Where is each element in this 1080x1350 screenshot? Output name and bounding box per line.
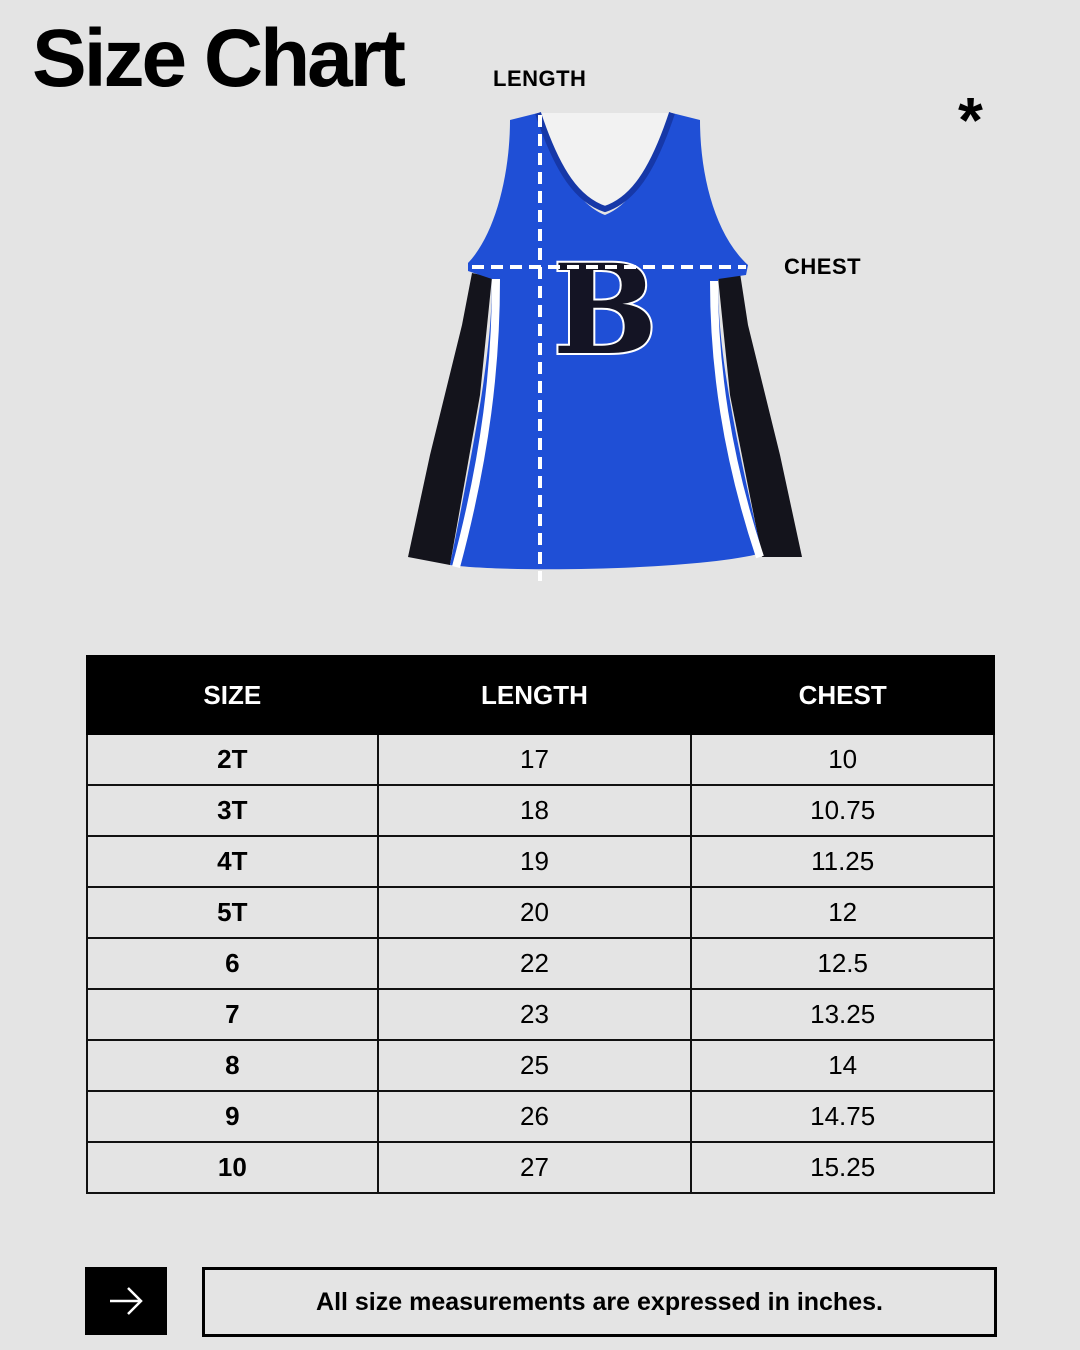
- length-cell: 18: [378, 785, 692, 836]
- chest-cell: 12.5: [691, 938, 994, 989]
- length-cell: 20: [378, 887, 692, 938]
- length-cell: 22: [378, 938, 692, 989]
- size-cell: 9: [87, 1091, 378, 1142]
- next-button[interactable]: [85, 1267, 167, 1335]
- page-title: Size Chart: [32, 13, 403, 104]
- chest-measure-label: CHEST: [784, 254, 862, 279]
- length-measure-label: LENGTH: [493, 66, 587, 91]
- size-table: [86, 655, 995, 1194]
- size-cell: 2T: [87, 734, 378, 785]
- dress-letter: B: [552, 238, 658, 383]
- arrow-right-icon: [106, 1281, 146, 1321]
- chest-cell: 13.25: [691, 989, 994, 1040]
- chest-cell: 14.75: [691, 1091, 994, 1142]
- size-cell: 3T: [87, 785, 378, 836]
- size-cell: 10: [87, 1142, 378, 1193]
- chest-cell: 12: [691, 887, 994, 938]
- chest-cell: 14: [691, 1040, 994, 1091]
- chest-cell: 10.75: [691, 785, 994, 836]
- chest-cell: 10: [691, 734, 994, 785]
- table-row: [87, 887, 994, 938]
- size-cell: 6: [87, 938, 378, 989]
- table-row: [87, 1040, 994, 1091]
- table-row: [87, 785, 994, 836]
- size-cell: 7: [87, 989, 378, 1040]
- length-cell: 27: [378, 1142, 692, 1193]
- table-row: [87, 1091, 994, 1142]
- chest-cell: 11.25: [691, 836, 994, 887]
- length-cell: 19: [378, 836, 692, 887]
- table-row: [87, 836, 994, 887]
- size-header: SIZE: [87, 656, 378, 734]
- jersey-dress-illustration: [400, 95, 810, 585]
- units-note-text: All size measurements are expressed in inches.: [316, 1287, 883, 1316]
- table-header-row: [87, 656, 994, 734]
- table-row: [87, 734, 994, 785]
- chest-header: CHEST: [691, 656, 994, 734]
- size-cell: 5T: [87, 887, 378, 938]
- asterisk-icon: *: [958, 84, 983, 156]
- length-header: LENGTH: [378, 656, 692, 734]
- length-cell: 26: [378, 1091, 692, 1142]
- length-cell: 17: [378, 734, 692, 785]
- size-cell: 4T: [87, 836, 378, 887]
- length-cell: 25: [378, 1040, 692, 1091]
- size-cell: 8: [87, 1040, 378, 1091]
- length-cell: 23: [378, 989, 692, 1040]
- table-row: [87, 989, 994, 1040]
- units-note: [202, 1267, 997, 1337]
- chest-cell: 15.25: [691, 1142, 994, 1193]
- table-row: [87, 1142, 994, 1193]
- table-row: [87, 938, 994, 989]
